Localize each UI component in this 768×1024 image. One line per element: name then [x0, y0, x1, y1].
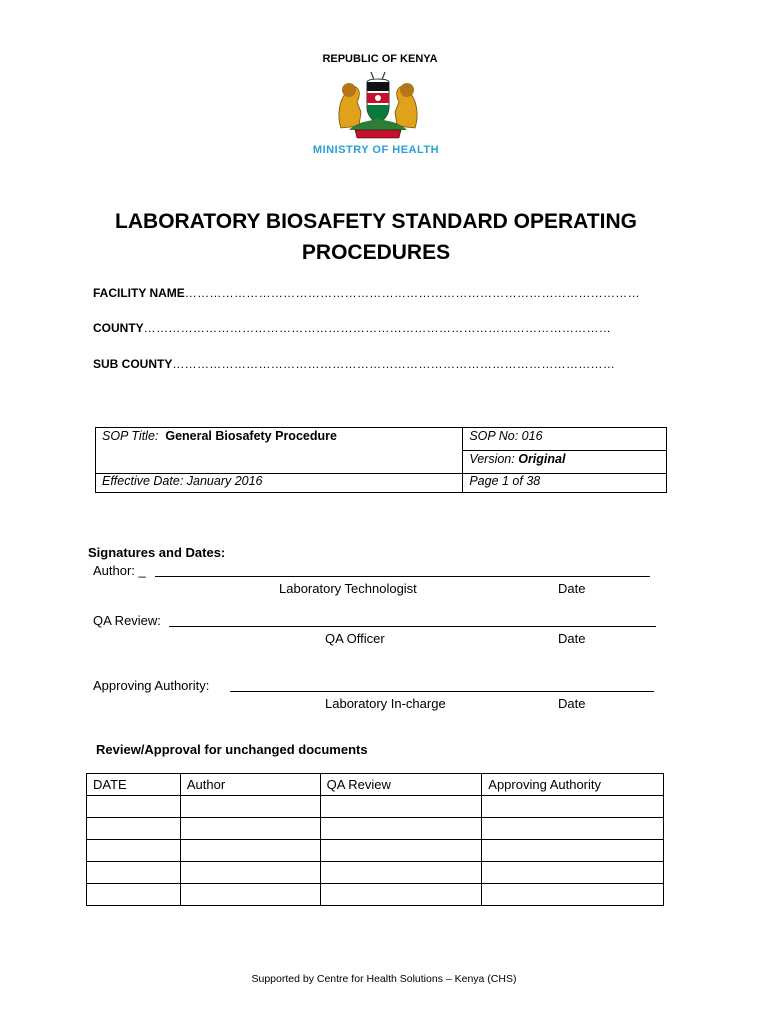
approving-authority-cell[interactable] — [482, 884, 664, 906]
date-cell[interactable] — [87, 818, 181, 840]
date-cell[interactable] — [87, 862, 181, 884]
approving-authority-cell[interactable] — [482, 796, 664, 818]
country-heading: REPUBLIC OF KENYA — [322, 53, 438, 65]
qa-role: QA Officer — [325, 631, 385, 646]
column-header-approving-authority: Approving Authority — [482, 774, 664, 796]
author-signature-line — [155, 576, 650, 577]
sop-info-table — [95, 427, 667, 493]
document-title-line-1: LABORATORY BIOSAFETY STANDARD OPERATING — [115, 210, 637, 233]
footer-credit: Supported by Centre for Health Solutions – Kenya (CHS) — [251, 973, 517, 985]
table-row — [87, 818, 664, 840]
review-approval-table — [86, 773, 664, 906]
sub-county-field — [93, 357, 615, 371]
sop-effective-date: Effective Date: January 2016 — [96, 474, 463, 493]
sop-version-label: Version: — [469, 452, 515, 466]
review-table-header-row — [87, 774, 664, 796]
author-cell[interactable] — [180, 884, 320, 906]
author-cell[interactable] — [180, 862, 320, 884]
qa-review-cell[interactable] — [320, 862, 482, 884]
qa-review-cell[interactable] — [320, 884, 482, 906]
qa-date-label: Date — [558, 631, 586, 646]
sop-number: SOP No: 016 — [463, 428, 667, 451]
qa-signature-line — [169, 626, 656, 627]
date-cell[interactable] — [87, 840, 181, 862]
date-cell[interactable] — [87, 884, 181, 906]
sop-page-number: Page 1 of 38 — [463, 474, 667, 493]
county-blank: …………………………………………………………………………………………………… — [143, 321, 612, 335]
date-cell[interactable] — [87, 796, 181, 818]
county-label: COUNTY — [93, 321, 144, 335]
qa-review-label: QA Review: — [93, 613, 161, 628]
table-row — [87, 840, 664, 862]
ministry-heading: MINISTRY OF HEALTH — [312, 144, 440, 156]
qa-review-cell[interactable] — [320, 796, 482, 818]
column-header-date: DATE — [87, 774, 181, 796]
author-cell[interactable] — [180, 840, 320, 862]
author-cell[interactable] — [180, 796, 320, 818]
review-approval-heading: Review/Approval for unchanged documents — [96, 742, 368, 757]
table-row — [87, 796, 664, 818]
sop-version-value: Original — [518, 452, 566, 466]
sop-title-value: General Biosafety Procedure — [165, 429, 337, 443]
sub-county-blank: ……………………………………………………………………………………………… — [172, 357, 616, 371]
approving-authority-label: Approving Authority: — [93, 678, 210, 693]
author-role: Laboratory Technologist — [279, 581, 417, 596]
column-header-author: Author — [180, 774, 320, 796]
qa-review-cell[interactable] — [320, 818, 482, 840]
approving-role: Laboratory In-charge — [325, 696, 446, 711]
signatures-heading: Signatures and Dates: — [88, 545, 226, 560]
facility-name-field — [93, 286, 640, 300]
qa-review-cell[interactable] — [320, 840, 482, 862]
sop-version-cell — [463, 451, 667, 474]
document-title — [0, 206, 752, 268]
county-field — [93, 321, 611, 335]
author-label: Author: _ — [93, 563, 146, 578]
approving-authority-cell[interactable] — [482, 862, 664, 884]
approving-authority-cell[interactable] — [482, 818, 664, 840]
facility-name-label: FACILITY NAME — [93, 286, 185, 300]
sop-title-cell — [96, 428, 463, 474]
approving-date-label: Date — [558, 696, 586, 711]
coat-of-arms-logo — [335, 68, 421, 140]
facility-name-blank: ………………………………………………………………………………………………… — [184, 286, 640, 300]
document-title-line-2: PROCEDURES — [301, 241, 451, 264]
sub-county-label: SUB COUNTY — [93, 357, 173, 371]
table-row — [87, 884, 664, 906]
approving-signature-line — [230, 691, 654, 692]
approving-authority-cell[interactable] — [482, 840, 664, 862]
table-row — [87, 862, 664, 884]
author-date-label: Date — [558, 581, 586, 596]
column-header-qa-review: QA Review — [320, 774, 482, 796]
author-cell[interactable] — [180, 818, 320, 840]
sop-title-label: SOP Title: — [102, 429, 159, 443]
